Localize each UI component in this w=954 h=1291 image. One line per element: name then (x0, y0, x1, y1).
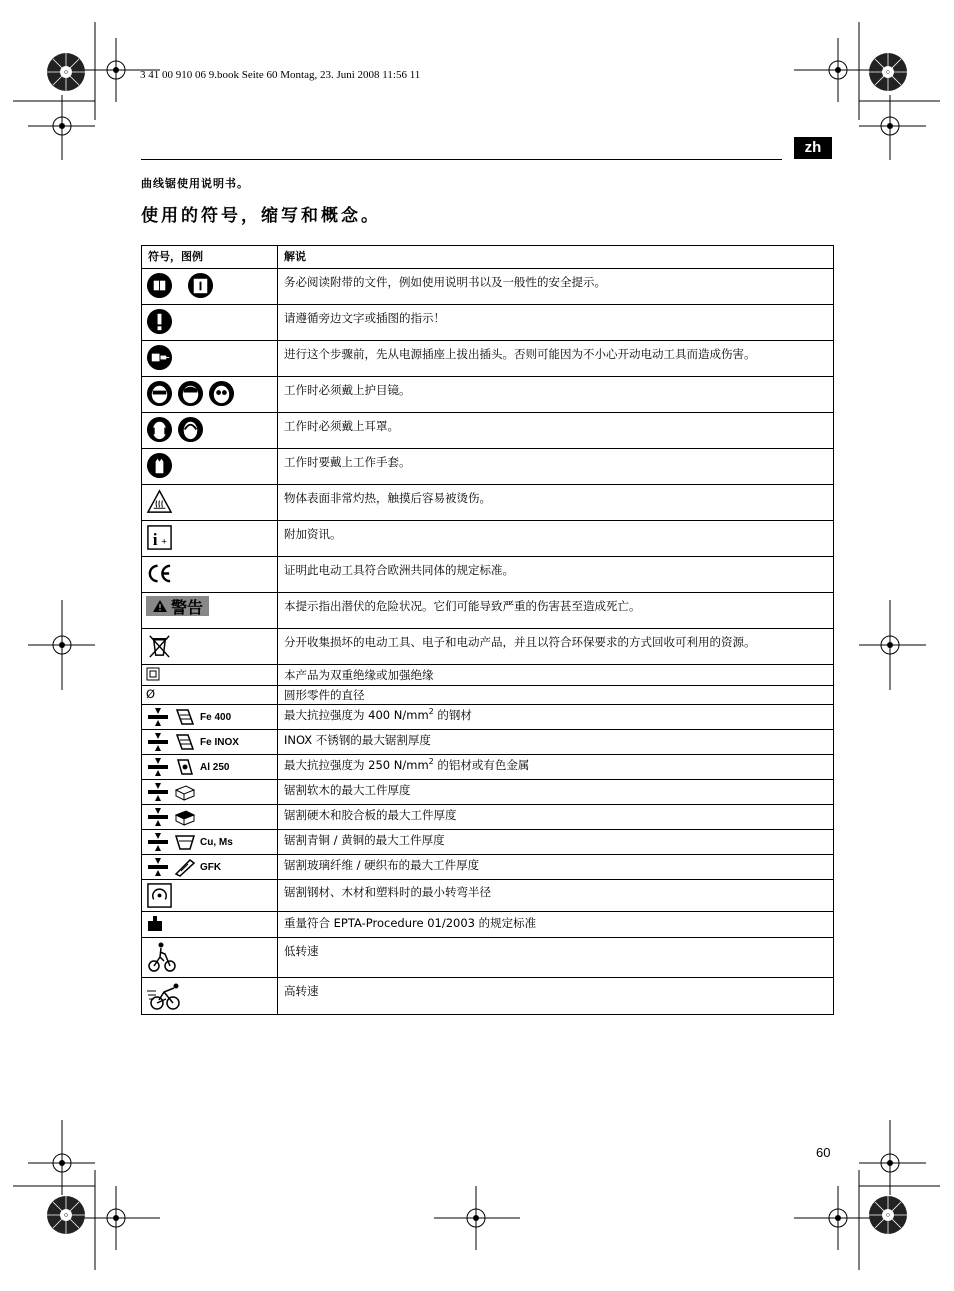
table-row (142, 341, 834, 377)
language-tag: zh (794, 137, 832, 159)
row-description: 锯割软木的最大工件厚度 (278, 780, 834, 805)
table-row (142, 855, 834, 880)
table-row (142, 449, 834, 485)
material-label: Fe 400 (200, 711, 232, 723)
row-description: 附加资讯。 (278, 521, 834, 557)
book-info-line: 3 41 00 910 06 9.book Seite 60 Montag, 23. Juni 2008 11:56 11 (140, 69, 421, 81)
read-manual-icon (146, 272, 173, 299)
blade-icon (146, 782, 170, 802)
curve-radius-icon (146, 882, 173, 909)
safety-glasses-icon (208, 380, 235, 407)
material-label: Fe INOX (200, 736, 239, 748)
row-description: 请遵循旁边文字或插图的指示！ (278, 305, 834, 341)
row-description: 工作时要戴上工作手套。 (278, 449, 834, 485)
slow-cyclist-icon (146, 941, 178, 973)
svg-text:+: + (161, 536, 168, 548)
row-description: 低转速 (278, 938, 834, 978)
ear-protection-icon (146, 416, 173, 443)
steel-icon (174, 732, 196, 752)
svg-text:i: i (152, 530, 158, 550)
unplug-icon (146, 344, 173, 371)
crossed-bin-icon (146, 632, 173, 659)
diameter-icon: Ø (146, 687, 156, 701)
warning-triangle-icon (152, 599, 168, 613)
row-description: 进行这个步骤前，先从电源插座上拔出插头。否则可能因为不小心开动电动工具而造成伤害。 (278, 341, 834, 377)
page-number: 60 (816, 1145, 831, 1160)
row-description: 锯割玻璃纤维 / 硬织布的最大工件厚度 (278, 855, 834, 880)
blade-icon (146, 807, 170, 827)
table-row (142, 377, 834, 413)
symbols-table (141, 245, 834, 1015)
table-row (142, 665, 834, 686)
table-row (142, 880, 834, 912)
material-label: Al 250 (200, 761, 230, 773)
page-title: 使用的符号，缩写和概念。 (141, 206, 381, 226)
face-mask-icon (177, 380, 204, 407)
table-row (142, 830, 834, 855)
fiberglass-icon (174, 857, 196, 877)
table-row (142, 629, 834, 665)
row-description: 高转速 (278, 978, 834, 1015)
aluminium-icon (174, 757, 196, 777)
row-description: 本产品为双重绝缘或加强绝缘 (278, 665, 834, 686)
softwood-icon (174, 782, 196, 802)
double-insulation-icon (146, 667, 160, 681)
goggles-icon (146, 380, 173, 407)
row-description: 本提示指出潜伏的危险状况。它们可能导致严重的伤害甚至造成死亡。 (278, 593, 834, 629)
row-description: 务必阅读附带的文件，例如使用说明书以及一般性的安全提示。 (278, 269, 834, 305)
table-row (142, 912, 834, 938)
row-description: 圆形零件的直径 (278, 686, 834, 705)
warning-label-icon (146, 596, 209, 616)
exclamation-icon (146, 308, 173, 335)
table-row (142, 305, 834, 341)
row-description: 工作时必须戴上耳罩。 (278, 413, 834, 449)
blade-icon (146, 757, 170, 777)
table-row (142, 485, 834, 521)
header-explanation: 解说 (278, 246, 834, 269)
material-label: GFK (200, 861, 222, 873)
material-label: Cu, Ms (200, 836, 233, 848)
headphones-icon (177, 416, 204, 443)
blade-icon (146, 857, 170, 877)
row-description: INOX 不锈钢的最大锯割厚度 (278, 730, 834, 755)
gloves-icon (146, 452, 173, 479)
ce-mark-icon (146, 560, 173, 587)
table-row (142, 705, 834, 730)
table-row (142, 593, 834, 629)
row-description: 锯割钢材、木材和塑料时的最小转弯半径 (278, 880, 834, 912)
table-row (142, 521, 834, 557)
row-description: 最大抗拉强度为 250 $N/mm^2$ 的铝材或有色金属 (278, 755, 834, 780)
table-row (142, 805, 834, 830)
row-description: 锯割硬木和胶合板的最大工件厚度 (278, 805, 834, 830)
table-header-row (142, 246, 834, 269)
hot-surface-icon (146, 488, 173, 515)
row-description: 分开收集损坏的电动工具、电子和电动产品，并且以符合环保要求的方式回收可利用的资源。 (278, 629, 834, 665)
table-row (142, 686, 834, 705)
warning-label-text: 警告 (171, 597, 204, 617)
row-description: 物体表面非常灼热，触摸后容易被烫伤。 (278, 485, 834, 521)
info-icon (146, 524, 173, 551)
fast-cyclist-icon (146, 981, 184, 1011)
blade-icon (146, 732, 170, 752)
header-rule (141, 159, 782, 160)
blade-icon (146, 707, 170, 727)
header-symbols: 符号，图例 (142, 246, 278, 269)
row-description: 工作时必须戴上护目镜。 (278, 377, 834, 413)
book-info-icon (187, 272, 214, 299)
table-row (142, 413, 834, 449)
steel-icon (174, 707, 196, 727)
table-row (142, 557, 834, 593)
document-subtitle: 曲线锯使用说明书。 (141, 177, 249, 190)
row-description: 锯割青铜 / 黄铜的最大工件厚度 (278, 830, 834, 855)
copper-icon (174, 832, 196, 852)
table-row (142, 978, 834, 1015)
table-row (142, 730, 834, 755)
table-row (142, 938, 834, 978)
row-description: 证明此电动工具符合欧洲共同体的规定标准。 (278, 557, 834, 593)
table-row (142, 780, 834, 805)
blade-icon (146, 832, 170, 852)
hardwood-icon (174, 807, 196, 827)
table-row (142, 755, 834, 780)
row-description: 重量符合 EPTA-Procedure 01/2003 的规定标准 (278, 912, 834, 938)
row-description: 最大抗拉强度为 400 $N/mm^2$ 的钢材 (278, 705, 834, 730)
table-row (142, 269, 834, 305)
weight-icon (146, 914, 164, 932)
